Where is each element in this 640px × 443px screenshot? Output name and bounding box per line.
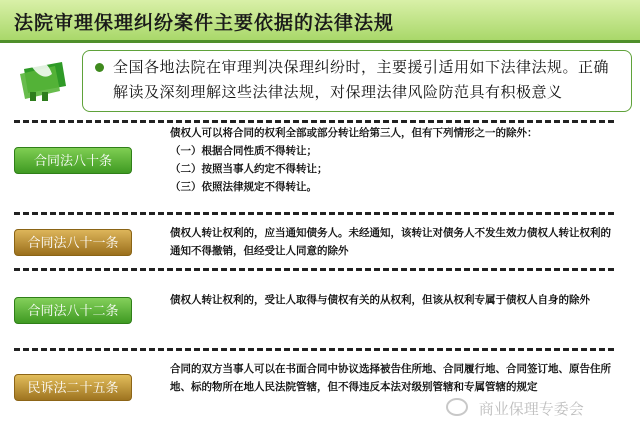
title-bar	[0, 0, 640, 40]
divider-line	[14, 348, 614, 351]
title-divider	[0, 40, 640, 43]
leaf-logo-icon	[12, 50, 74, 106]
law-80-item-1: （一）根据合同性质不得转让；	[170, 145, 317, 157]
watermark-text: 商业保理专委会	[478, 400, 584, 418]
divider-line	[14, 120, 614, 123]
law-label-81: 合同法八十一条	[14, 229, 132, 256]
law-80-main: 债权人可以将合同的权利全部或部分转让给第三人，但有下列情形之一的除外：	[170, 127, 538, 139]
law-80-item-3: （三）依照法律规定不得转让。	[170, 181, 317, 193]
divider-line	[14, 268, 614, 271]
watermark	[446, 398, 584, 419]
intro-box	[82, 50, 632, 112]
wechat-icon	[446, 398, 468, 416]
intro-text: 全国各地法院在审理判决保理纠纷时，主要援引适用如下法律法规。正确解读及深刻理解这些法律法规，对保理法律风险防范具有积极意义	[113, 58, 610, 101]
law-label-80: 合同法八十条	[14, 147, 132, 174]
law-label-82: 合同法八十二条	[14, 297, 132, 324]
law-text-82: 债权人转让权利的，受让人取得与债权有关的从权利，但该从权利专属于债权人自身的除外	[170, 294, 590, 306]
bullet-icon	[95, 63, 104, 72]
law-text-80	[170, 124, 620, 196]
divider-line	[14, 212, 614, 215]
law-80-item-2: （二）按照当事人约定不得转让；	[170, 163, 328, 175]
law-text-25: 合同的双方当事人可以在书面合同中协议选择被告住所地、合同履行地、合同签订地、原告住所地、标的物所在地人民法院管辖，但不得违反本法对级别管辖和专属管辖的规定	[170, 363, 611, 393]
page-title: 法院审理保理纠纷案件主要依据的法律法规	[14, 12, 395, 34]
law-label-25: 民诉法二十五条	[14, 374, 132, 401]
law-text-81: 债权人转让权利的，应当通知债务人。未经通知，该转让对债务人不发生效力债权人转让权利的通知不得撤销，但经受让人同意的除外	[170, 227, 611, 257]
